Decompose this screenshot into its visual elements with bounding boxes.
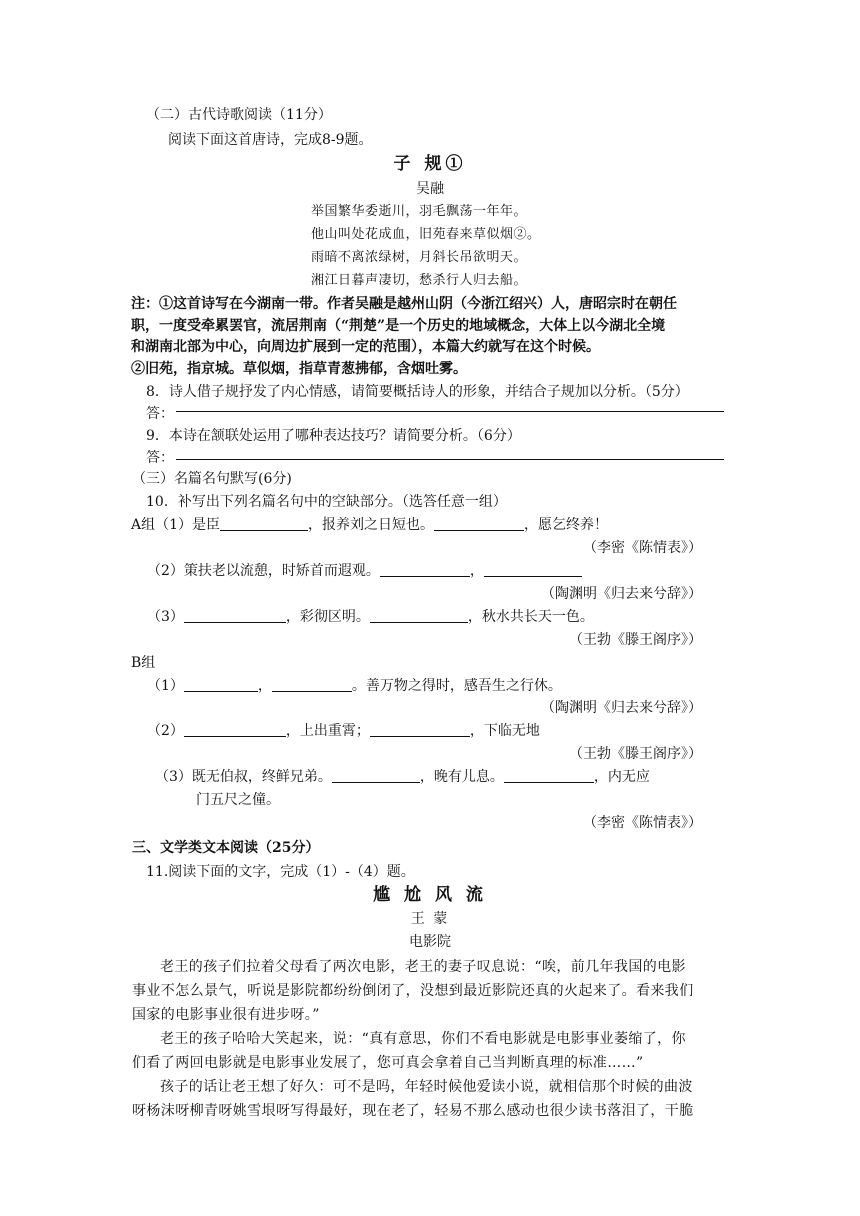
source-citation: （李密《陈情表》） bbox=[583, 540, 702, 556]
story-paragraph-line: 老王的孩子哈哈大笑起来，说：“真有意思，你们不看电影就是电影事业萎缩了，你 bbox=[160, 1031, 686, 1047]
group-b-item-1: （1） ， 。善万物之得时，感吾生之行休。 bbox=[147, 678, 562, 694]
poem-note: ②旧苑，指京城。草似烟，指草青葱拂郁，含烟吐雾。 bbox=[131, 361, 467, 377]
answer-label: 答： bbox=[146, 406, 174, 422]
fill-blank[interactable] bbox=[484, 562, 582, 577]
group-b-item-2: （2） ，上出重霄； ，下临无地 bbox=[147, 723, 540, 739]
fill-blank[interactable] bbox=[434, 516, 524, 531]
fill-blank[interactable] bbox=[184, 722, 286, 737]
story-paragraph-line: 孩子的话让老王想了好久：可不是吗，年轻时候他爱读小说，就相信那个时候的曲波 bbox=[160, 1079, 693, 1095]
fill-blank[interactable] bbox=[370, 722, 470, 737]
poem-note: 注：①这首诗写在今湖南一带。作者吴融是越州山阴（今浙江绍兴）人，唐昭宗时在朝任 bbox=[131, 296, 677, 312]
poem-line: 湘江日暮声凄切，愁杀行人归去船。 bbox=[311, 273, 528, 288]
source-citation: （王勃《滕王阁序》） bbox=[569, 746, 702, 762]
source-citation: （王勃《滕王阁序》） bbox=[569, 632, 702, 648]
poetry-instruction: 阅读下面这首唐诗，完成8-9题。 bbox=[168, 132, 373, 148]
story-paragraph-line: 事业不怎么景气，听说是影院都纷纷倒闭了，没想到最近影院还真的火起来了。看来我们 bbox=[132, 983, 694, 999]
question-10: 10．补写出下列名篇名句中的空缺部分。（选答任意一组） bbox=[146, 494, 507, 510]
fill-blank[interactable] bbox=[220, 516, 308, 531]
story-author: 王 蒙 bbox=[410, 911, 450, 927]
fill-blank[interactable] bbox=[184, 677, 258, 692]
group-b-label: B组 bbox=[131, 655, 156, 671]
question-9: 9．本诗在颔联处运用了哪种表达技巧？请简要分析。（6分） bbox=[146, 428, 521, 444]
poem-line: 他山叫处花成血，旧苑春来草似烟②。 bbox=[311, 227, 541, 242]
poem-note: 职，一度受牵累罢官，流居荆南（“荆楚”是一个历史的地域概念，大体上以今湖北全境 bbox=[131, 318, 666, 334]
source-citation: （陶渊明《归去来兮辞》） bbox=[541, 586, 702, 602]
poem-author: 吴融 bbox=[416, 181, 444, 197]
question-11: 11.阅读下面的文字，完成（1）-（4）题。 bbox=[146, 864, 415, 880]
poem-line: 雨暗不离浓绿树，月斜长吊欲明天。 bbox=[311, 250, 528, 265]
poem-title: 子 规① bbox=[393, 154, 467, 174]
story-subtitle: 电影院 bbox=[409, 934, 451, 950]
group-b-item-3-continued: 门五尺之僮。 bbox=[196, 792, 280, 808]
fill-blank[interactable] bbox=[504, 768, 594, 783]
section-heading-poetry: （二）古代诗歌阅读（11分） bbox=[146, 107, 332, 123]
story-paragraph-line: 呀杨沫呀柳青呀姚雪垠呀写得最好，现在老了，轻易不那么感动也很少读书落泪了，干脆 bbox=[132, 1103, 694, 1119]
answer-line-q8[interactable] bbox=[176, 411, 724, 412]
poem-line: 举国繁华委逝川，羽毛飘荡一年年。 bbox=[311, 204, 528, 219]
group-b-item-3: （3）既无伯叔，终鲜兄弟。 ，晚有儿息。 ，内无应 bbox=[155, 769, 650, 785]
fill-blank[interactable] bbox=[184, 608, 286, 623]
group-a-label: A组 bbox=[131, 517, 156, 533]
poem-note: 和湖南北部为中心，向周边扩展到一定的范围），本篇大约就写在这个时候。 bbox=[131, 339, 600, 355]
answer-line-q9[interactable] bbox=[176, 459, 724, 460]
story-paragraph-line: 国家的电影事业很有进步呀。” bbox=[132, 1007, 320, 1023]
fill-blank[interactable] bbox=[370, 608, 468, 623]
fill-blank[interactable] bbox=[272, 677, 352, 692]
question-8: 8．诗人借子规抒发了内心情感，请简要概括诗人的形象，并结合子规加以分析。（5分） bbox=[146, 384, 689, 400]
group-a-item-1: A组（1）是臣 ，报养刘之日短也。 ，愿乞终养！ bbox=[131, 517, 609, 533]
story-paragraph-line: 老王的孩子们拉着父母看了两次电影，老王的妻子叹息说：“唉，前几年我国的电影 bbox=[160, 959, 686, 975]
source-citation: （李密《陈情表》） bbox=[583, 815, 702, 831]
fill-blank[interactable] bbox=[332, 768, 420, 783]
section-heading-dictation: （三）名篇名句默写(6分) bbox=[132, 471, 292, 487]
group-a-item-3: （3） ，彩彻区明。 ，秋水共长天一色。 bbox=[147, 609, 594, 625]
group-a-item-2: （2）策扶老以流憩，时矫首而遐观。 ， bbox=[147, 562, 582, 580]
section-heading-literary: 三、文学类文本阅读（25分） bbox=[132, 840, 320, 856]
fill-blank[interactable] bbox=[380, 562, 470, 577]
story-title: 尴 尬 风 流 bbox=[373, 885, 487, 905]
source-citation: （陶渊明《归去来兮辞》） bbox=[541, 700, 702, 716]
answer-label: 答： bbox=[146, 450, 174, 466]
story-paragraph-line: 们看了两回电影就是电影事业发展了，您可真会拿着自己当判断真理的标准……” bbox=[132, 1055, 644, 1071]
